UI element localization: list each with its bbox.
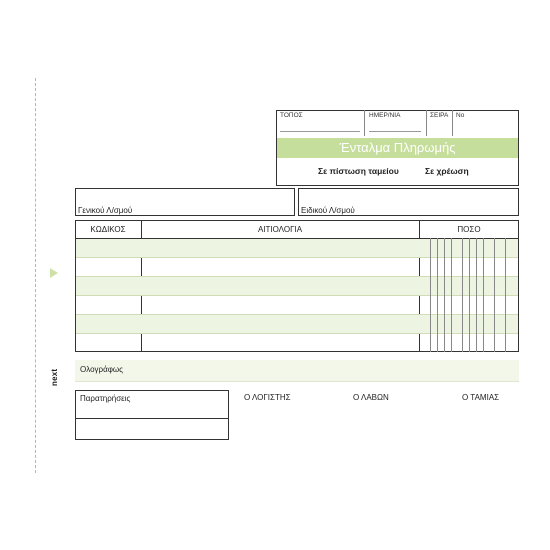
header-divider <box>426 110 427 136</box>
arrow-marker-icon <box>50 268 58 278</box>
general-account-label: Γενικού Λ/σμού <box>78 206 133 215</box>
in-words-label: Ολογράφως <box>80 365 124 374</box>
amount-digit-divider <box>476 238 477 352</box>
amount-digit-divider <box>430 238 431 352</box>
document-title: Ένταλμα Πληρωμής <box>277 138 518 158</box>
remarks-label: Παρατηρήσεις <box>80 394 131 403</box>
header-divider <box>364 110 365 136</box>
number-label: No <box>456 112 465 119</box>
in-words-field[interactable] <box>75 360 519 382</box>
column-header-description: ΑΙΤΙΟΛΟΓΙΑ <box>257 225 303 234</box>
remarks-divider <box>75 418 229 419</box>
receiver-signature: Ο ΛΑΒΩΝ <box>353 393 389 402</box>
amount-digit-divider <box>483 238 484 352</box>
amount-digit-divider <box>451 238 452 352</box>
amount-digit-divider <box>494 238 495 352</box>
amount-digit-divider <box>462 238 463 352</box>
amount-digit-divider <box>444 238 445 352</box>
topos-label: ΤΟΠΟΣ <box>280 112 303 119</box>
column-header-amount: ΠΟΣΟ <box>457 225 481 234</box>
cashier-signature: Ο ΤΑΜΙΑΣ <box>462 393 500 402</box>
specific-account-label: Ειδικού Λ/σμού <box>301 206 355 215</box>
column-header-code: ΚΩΔΙΚΟΣ <box>90 225 126 234</box>
series-label: ΣΕΙΡΑ <box>430 112 449 119</box>
header-divider <box>452 110 453 136</box>
accountant-signature: Ο ΛΟΓΙΣΤΗΣ <box>244 393 291 402</box>
credit-text: Σε πίστωση ταμείου <box>318 166 399 176</box>
topos-field[interactable] <box>280 122 360 132</box>
amount-digit-divider <box>437 238 438 352</box>
date-label: ΗΜΕΡ/ΝΙΑ <box>369 112 401 119</box>
amount-digit-divider <box>505 238 506 352</box>
amount-digit-divider <box>469 238 470 352</box>
perforation-line <box>35 78 36 473</box>
debit-text: Σε χρέωση <box>425 166 469 176</box>
brand-logo: next <box>50 368 59 386</box>
date-field[interactable] <box>369 122 421 132</box>
